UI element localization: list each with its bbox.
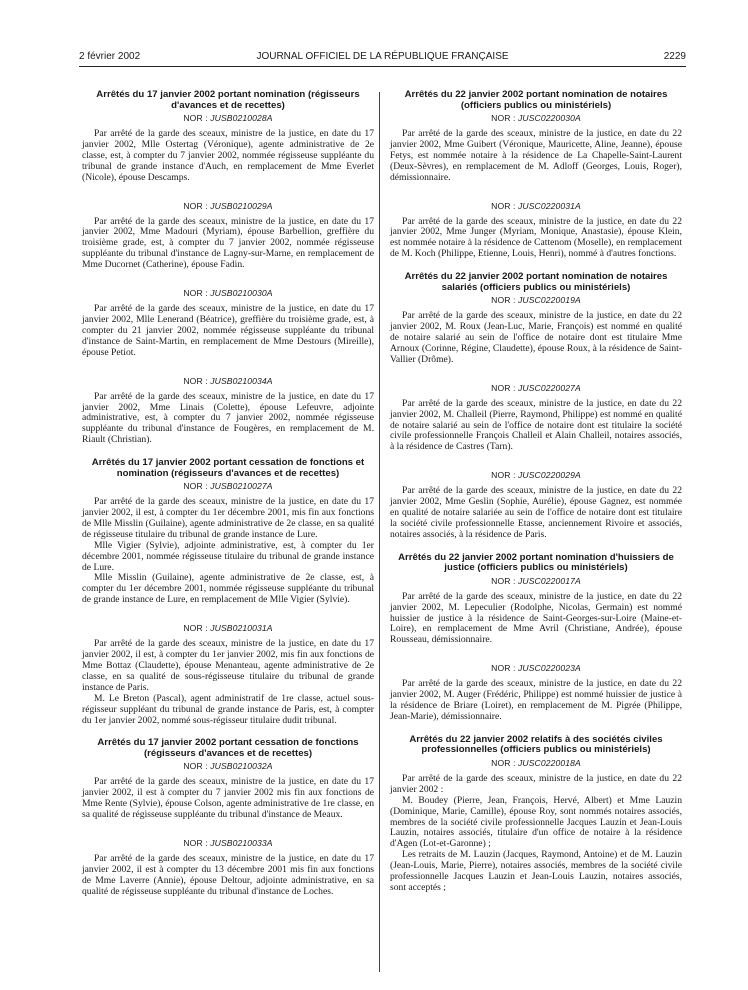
header-rule: [79, 66, 686, 67]
section-title: Arrêtés du 22 janvier 2002 portant nomination de notaires (officiers publics ou ministériels): [404, 89, 668, 111]
decree-paragraph: Par arrêté de la garde des sceaux, ministre de la justice, en date du 17 janvier 2002, il est, à compter du 1er décembre 2001, mis fin aux fonctions de Mlle Misslin (Guilaine), agente administrative de 2e classe, en sa qualité de régisseuse titulaire du tribunal de grande instance de Lure.: [82, 496, 374, 540]
decree-paragraph: Par arrêté de la garde des sceaux, ministre de la justice, en date du 17 janvier 2002, il est à compter du 13 décembre 2001 mis fin aux fonctions de Mme Laverre (Annie), épouse Deltour, adjointe administrative, en sa qualité de régisseuse suppléante du tribunal d'instance de Loches.: [82, 853, 374, 897]
nor-reference: NOR : JUSB0210032A: [183, 761, 273, 772]
decree-paragraph: Par arrêté de la garde des sceaux, ministre de la justice, en date du 17 janvier 2002, il est, à compter du 1er janvier 2002, mis fin aux fonctions de Mme Bottaz (Claudette), épouse Menanteau, agente administrative de 2e classe, en sa qualité de sous-régisseuse titulaire du tribunal de grande instance de Paris.: [82, 638, 374, 693]
decree-paragraph: Par arrêté de la garde des sceaux, ministre de la justice, en date du 22 janvier 2002, M. Challeil (Pierre, Raymond, Philippe) est nommé en qualité de notaire salarié au sein de l'office de notaire dont est titulaire la société civile professionnelle François Challeil et Alain Challeil, notaires associés, à la résidence de Castres (Tarn).: [390, 397, 682, 453]
nor-reference: NOR : JUSB0210031A: [183, 623, 273, 634]
decree-paragraph: Par arrêté de la garde des sceaux, ministre de la justice, en date du 22 janvier 2002, M. Roux (Jean-Luc, Marie, François) est nommé en qualité de notaire salarié au sein de l'office de notaire dont est titulaire Mme Arnoux (Corinne, Régine, Claudette), épouse Roux, à la résidence de Saint-Vallier (Drôme).: [390, 310, 682, 365]
nor-reference: NOR : JUSC0220018A: [491, 757, 581, 768]
decree-paragraph: Par arrêté de la garde des sceaux, ministre de la justice, en date du 22 janvier 2002, Mme Junger (Myriam, Monique, Anastasie), épouse Klein, est nommée notaire à la résidence de Cattenom (Moselle), en remplacement de M. Koch (Philippe, Etienne, Louis, Henri), nommé à d'autres fonctions.: [390, 215, 682, 260]
decree-paragraph: Par arrêté de la garde des sceaux, ministre de la justice, en date du 22 janvier 2002, Mme Geslin (Sophie, Aurélie), épouse Gagnez, est nommée en qualité de notaire salariée au sein de l'office de notaire dont est titulaire la société civile professionnelle Etasse, anciennement Rivoire et associés, notaires associés, à la résidence de Paris.: [390, 485, 682, 540]
section-title: Arrêtés du 22 janvier 2002 portant nomination de notaires salariés (officiers publics ou ministériels): [404, 271, 668, 293]
section-title: Arrêtés du 17 janvier 2002 portant cessation de fonctions (régisseurs d'avances et de recettes): [97, 737, 359, 759]
decree-paragraph: Par arrêté de la garde des sceaux, ministre de la justice, en date du 17 janvier 2002, il est à compter du 7 janvier 2002 mis fin aux fonctions de Mme Rente (Sylvie), épouse Colson, agente administrative de 1re classe, en sa qualité de régisseuse suppléante du tribunal d'instance de Meaux.: [82, 776, 374, 821]
decree-paragraph: Par arrêté de la garde des sceaux, ministre de la justice, en date du 17 janvier 2002, Mlle Lenerand (Béatrice), greffière du troisième grade, est, à compter du 21 janvier 2002, nommée régisseuse suppléante du tribunal d'instance de Saint-Martin, en remplacement de Mme Destours (Mireille), épouse Petiot.: [82, 303, 374, 358]
right-column: [390, 90, 682, 894]
nor-reference: NOR : JUSB0210030A: [183, 288, 273, 299]
running-header: [79, 51, 686, 65]
decree-paragraph: Mlle Vigier (Sylvie), adjointe administrative, est, à compter du 1er décembre 2001, nommée régisseuse titulaire du tribunal de grande instance de Lure.: [82, 539, 374, 573]
nor-reference: NOR : JUSC0220023A: [491, 663, 581, 674]
decree-paragraph: Par arrêté de la garde des sceaux, ministre de la justice, en date du 17 janvier 2002, Mme Linais (Colette), épouse Lefeuvre, adjointe administrative, est, à compter du 7 janvier 2002, nommée régisseuse suppléante du tribunal d'instance de Fougères, en remplacement de M. Riault (Christian).: [82, 390, 374, 446]
nor-reference: NOR : JUSC0220031A: [491, 200, 581, 211]
decree-paragraph: Les retraits de M. Lauzin (Jacques, Raymond, Antoine) et de M. Lauzin (Jean-Louis, Marie, Pierre), notaires associés, membres de la société civile professionnelle Jacques Lauzin et Jean-Louis Lauzin, notaires associés, sont acceptés ;: [390, 849, 682, 893]
decree-paragraph: Par arrêté de la garde des sceaux, ministre de la justice, en date du 22 janvier 2002 :: [390, 772, 682, 795]
left-column: [82, 90, 374, 898]
decree-paragraph: Par arrêté de la garde des sceaux, ministre de la justice, en date du 17 janvier 2002, Mlle Ostertag (Véronique), agente administrative de 2e classe, est, à compter du 7 janvier 2002, nommée régisseuse suppléante du tribunal de grande instance d'Auch, en remplacement de Mme Everlet (Nicole), épouse Descamps.: [82, 128, 374, 183]
nor-reference: NOR : JUSC0220030A: [491, 113, 581, 123]
header-date: 2 février 2002: [79, 51, 141, 62]
section-title: Arrêtés du 17 janvier 2002 portant cessation de fonctions et nomination (régisseurs d'avances et de recettes): [91, 457, 365, 479]
section-title: Arrêtés du 17 janvier 2002 portant nomination (régisseurs d'avances et de recettes): [96, 89, 360, 111]
decree-paragraph: Par arrêté de la garde des sceaux, ministre de la justice, en date du 22 janvier 2002, M. Auger (Frédéric, Philippe) est nommé huissier de justice à la résidence de Briare (Loiret), en remplacement de M. Pigrée (Philippe, Jean-Marie), démissionnaire.: [390, 678, 682, 722]
decree-paragraph: Par arrêté de la garde des sceaux, ministre de la justice, en date du 22 janvier 2002, Mme Guibert (Véronique, Mauricette, Aline, Jeanne), épouse Fetys, est nommée notaire à la résidence de La Chapelle-Saint-Laurent (Deux-Sèvres), en remplacement de M. Adloff (Georges, Louis, Roger), démissionnaire.: [390, 128, 682, 183]
decree-paragraph: Mlle Misslin (Guilaine), agente administrative de 2e classe, est, à compter du 1er décembre 2001, nommée régisseuse suppléante du tribunal de grande instance de Lure, en remplacement de Mlle Vigier (Sylvie).: [82, 572, 374, 606]
decree-paragraph: Par arrêté de la garde des sceaux, ministre de la justice, en date du 17 janvier 2002, Mme Madouri (Myriam), épouse Barbellion, greffière du troisième grade, est, à compter du 7 janvier 2002, nommée régisseuse suppléante du tribunal d'instance de Lagny-sur-Marne, en remplacement de Mme Ducornet (Catherine), épouse Fadin.: [82, 215, 374, 271]
nor-reference: NOR : JUSC0220019A: [491, 295, 581, 306]
nor-reference: NOR : JUSB0210029A: [183, 200, 273, 211]
nor-reference: NOR : JUSB0210033A: [183, 838, 273, 849]
nor-reference: NOR : JUSC0220029A: [491, 470, 581, 481]
nor-reference: NOR : JUSB0210028A: [183, 113, 273, 123]
decree-paragraph: Par arrêté de la garde des sceaux, ministre de la justice, en date du 22 janvier 2002, M. Lepeculier (Rodolphe, Nicolas, Germain) est nommé huissier de justice à la résidence de Saint-Georges-sur-Loire (Maine-et-Loire), en remplacement de Mme Avril (Christiane, Andrée), épouse Rousseau, démissionnaire.: [390, 590, 682, 646]
nor-reference: NOR : JUSC0220017A: [491, 575, 581, 586]
nor-reference: NOR : JUSB0210027A: [183, 481, 273, 492]
decree-paragraph: M. Le Breton (Pascal), agent administratif de 1re classe, actuel sous-régisseur suppléant du tribunal de grande instance de Paris, est, à compter du 1er janvier 2002, nommé sous-régisseur titulaire dudit tribunal.: [82, 692, 374, 726]
journal-title: JOURNAL OFFICIEL DE LA RÉPUBLIQUE FRANÇAISE: [256, 51, 509, 62]
nor-reference: NOR : JUSB0210034A: [183, 375, 273, 386]
page-number: 2229: [663, 51, 686, 62]
column-divider: [379, 92, 380, 972]
section-title: Arrêtés du 22 janvier 2002 portant nomination d'huissiers de justice (officiers publics ou ministériels): [398, 551, 674, 574]
section-title: Arrêtés du 22 janvier 2002 relatifs à des sociétés civiles professionnelles (officiers publics ou ministériels): [409, 733, 663, 756]
nor-reference: NOR : JUSC0220027A: [491, 382, 581, 393]
decree-paragraph: M. Boudey (Pierre, Jean, François, Hervé, Albert) et Mme Lauzin (Dominique, Marie, Camille), épouse Roy, sont nommés notaires associés, membres de la société civile professionnelle Jacques Lauzin et Jean-Louis Lauzin, notaires associés, titulaire d'un office de notaire à la résidence d'Agen (Lot-et-Garonne) ;: [390, 794, 682, 850]
